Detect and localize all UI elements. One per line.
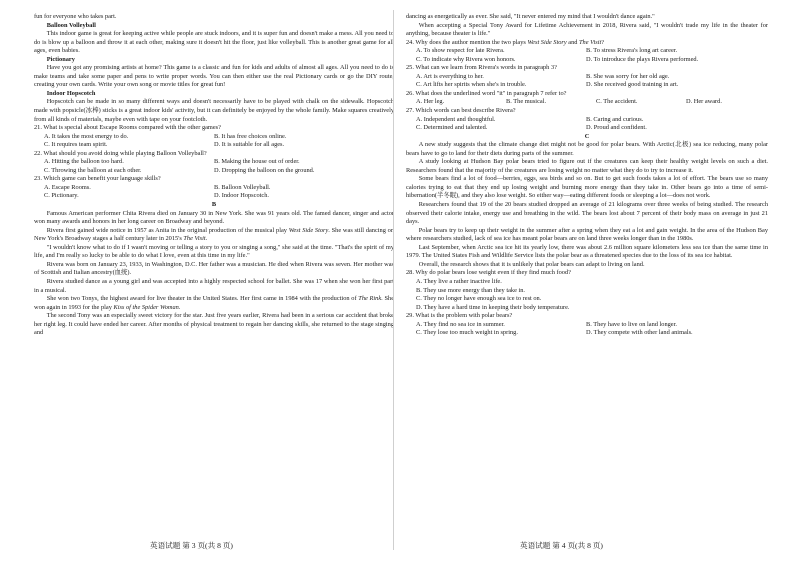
play-title: West Side Story <box>288 226 329 234</box>
question-24 <box>406 39 768 48</box>
question-25-options <box>406 73 768 90</box>
paragraph: dancing as energetically as ever. She said, "It never entered my mind that I wouldn't dance again." <box>406 13 655 20</box>
paragraph: The second Tony was an especially sweet victory for the star. Just five years earlier, Rivera had been in a serious car accident that broke her right leg. It could have ended her career. After months of physical treatment to regain her dancing skills, she returned to the stage singing and <box>34 312 394 337</box>
text-run: Rivera first gained wide notice in 1957 as Anita in the original production of the musical play <box>46 226 289 234</box>
play-title: The Visit <box>183 235 206 243</box>
section-letter-c: C <box>584 132 590 140</box>
text-run: . <box>205 235 208 243</box>
section-letter-b: B <box>211 201 217 209</box>
paragraph: Polar bears try to keep up their weight in the summer after a spring when they eat a lot and gain weight. In the area of the Hudson Bay where researchers studied, lack of sea ice has meant polar bears are on land three weeks longer than in the 1980s. <box>406 226 768 243</box>
option: A. Art is everything to her. <box>416 72 484 80</box>
section-heading-pictionary: Pictionary <box>46 55 75 63</box>
option: D. It is suitable for all ages. <box>214 141 285 149</box>
paragraph: A new study suggests that the climate change diet might not be good for polar bears. With Arctic(北极) sea ice reducing, many polar bears have to go to land for their diets during parts of the summer. <box>406 141 768 157</box>
question-22: 22. What should you avoid doing while playing Balloon Volleyball? <box>34 149 207 157</box>
option: D. Proud and confident. <box>586 124 647 132</box>
text-run: . She was still dancing on New York's Broadway stages a half century later in 2015's <box>34 226 395 243</box>
play-title: Kiss of the Spider Woman <box>113 303 179 311</box>
question-28: 28. Why do polar bears lose weight even if they find much food? <box>406 269 571 277</box>
option: A. To show respect for late Rivera. <box>416 47 505 55</box>
question-28-options <box>406 278 768 312</box>
play-title: The Visit <box>579 38 602 46</box>
question-26-options <box>406 98 768 107</box>
paragraph: Last September, when Arctic sea ice hit its yearly low, there was about 2.6 million square kilometers less sea ice than the same time in 1979. The United States Fish and Wildlife Service lists the polar bear as a threatened species due to the loss of its sea ice habitat. <box>406 243 768 260</box>
text-run: . She won again in 1993 for the play <box>34 295 395 311</box>
option: B. The musical. <box>506 98 547 106</box>
question-29-options <box>406 321 768 338</box>
paragraph: Some bears find a lot of food—berries, eggs, sea birds and so on. But to get such foods takes a lot of effort. The bears use so many calories trying to eat that they end up losing weight and burning more energy than they take in. Other bears go into a time of semi-hibernation(半冬眠), and they also lose weight. So either way—eating different foods or sleeping a lot—does not work. <box>406 175 768 200</box>
right-page-column <box>406 13 768 338</box>
option: C. The accident. <box>596 98 638 106</box>
question-24-options <box>406 47 768 64</box>
option: C. Art lifts her spirits when she's in trouble. <box>416 81 527 89</box>
option: B. She was sorry for her old age. <box>586 72 670 80</box>
option: A. Escape Rooms. <box>44 183 91 191</box>
option: B. It has free choices online. <box>214 132 287 140</box>
paragraph: fun for everyone who takes part. <box>34 13 117 20</box>
option: D. Indoor Hopscotch. <box>214 192 269 200</box>
question-27-options <box>406 116 768 133</box>
page-footer-left: 英语试题 第 3 页(共 8 页) <box>150 541 233 550</box>
option: A. Her leg. <box>416 98 445 106</box>
question-29: 29. What is the problem with polar bears? <box>406 312 513 320</box>
play-title: West Side Story <box>527 38 567 46</box>
section-heading-balloon-volleyball: Balloon Volleyball <box>46 21 96 29</box>
option: D. Her award. <box>686 98 722 106</box>
left-page-column <box>34 13 394 338</box>
paragraph <box>34 295 394 312</box>
option: C. They lose too much weight in spring. <box>416 329 518 337</box>
option: D. They compete with other land animals. <box>586 329 693 337</box>
text-run: 24. Why does the author mention the two plays <box>406 38 528 46</box>
paragraph: Overall, the research shows that it is unlikely that polar bears can adapt to living on land. <box>418 260 645 268</box>
option: C. It requires team spirit. <box>44 141 108 149</box>
question-23-options <box>34 184 394 201</box>
option: B. They use more energy than they take in. <box>416 286 525 294</box>
text-run: and <box>566 38 580 46</box>
paragraph: This indoor game is great for keeping active while people are stuck indoors, and it is super fun and doesn't make a mess. All you need to do is blow up a balloon and throw it at each other, making sure it doesn't hit the floor, just like volleyball. This is another great game for all ages, even babies. <box>34 30 394 55</box>
option: C. Pictionary. <box>44 192 79 200</box>
text-run: ? <box>601 38 605 46</box>
page-footer-right: 英语试题 第 4 页(共 8 页) <box>520 541 603 550</box>
text-run: . <box>178 303 181 311</box>
paragraph: "I wouldn't know what to do if I wasn't moving or telling a story to you or singing a song," she said at the time. "That's the spirit of my life, and I'm really so lucky to be able to do what I love, even at this time in my life." <box>34 243 394 260</box>
question-25: 25. What can we learn from Rivera's words in paragraph 3? <box>406 64 557 72</box>
option: D. To introduce the plays Rivera performed. <box>586 55 699 63</box>
option: D. She received good training in art. <box>586 81 679 89</box>
paragraph: When accepting a Special Tony Award for Lifetime Achievement in 2018, Rivera said, "I wouldn't trade my life in the theater for anything, because theater is life." <box>406 21 768 38</box>
paragraph: Researchers found that 19 of the 20 bears studied dropped an average of 21 kilograms over three weeks of being studied. The research observed their calorie intake, energy use and breathing in the wild. The bears lost about 7 percent of their body mass on average in just 21 days. <box>406 201 768 226</box>
question-26: 26. What does the underlined word "it" in paragraph 7 refer to? <box>406 89 567 97</box>
question-22-options <box>34 158 394 175</box>
option: B. Making the house out of order. <box>214 158 300 166</box>
option: B. Balloon Volleyball. <box>214 183 271 191</box>
play-title: The Rink <box>358 295 382 303</box>
option: C. They no longer have enough sea ice to rest on. <box>416 295 542 303</box>
paragraph <box>34 227 394 244</box>
option: D. Dropping the balloon on the ground. <box>214 166 315 174</box>
paragraph: Hopscotch can be made in so many different ways and doesn't necessarily have to be played with chalk on the sidewalk. Hopscotch made with popsicle(冰棒) sticks is a great indoor kids' activity, but it can definitely be enjoyed by the whole family. Make squares creatively from all kinds of materials, maybe even with tape on your footcloth. <box>34 98 394 123</box>
paragraph: Famous American performer Chita Rivera died on January 30 in New York. She was 91 years old. The famed dancer, singer and actor won many awards and honors in her long career on Broadway and beyond. <box>34 209 394 226</box>
paragraph: A study looking at Hudson Bay polar bears tried to figure out if the creatures can keep their healthy weight levels on such a diet. Researchers found that the majority of the creatures are losing weight no matter what they do to try to increase it. <box>406 158 768 174</box>
option: A. They live a rather inactive life. <box>416 277 502 285</box>
paragraph: Have you got any promising artists at home? This game is a classic and fun for kids and adults of almost all ages. All you need to do is make teams and take some paper and pens to write proper words. You can then either use the real Pictionary cards or go the DIY route, creating your own cards. Write your own song or movie titles for great fun! <box>34 64 394 89</box>
option: C. To indicate why Rivera won honors. <box>416 55 516 63</box>
page-divider <box>393 10 394 550</box>
text-run: She won two Tonys, the highest award for live theater in the United States. Her first came in 1984 with the production of <box>46 295 359 303</box>
section-heading-indoor-hopscotch: Indoor Hopscotch <box>46 89 96 97</box>
option: A. Independent and thoughtful. <box>416 115 496 123</box>
option: C. Throwing the balloon at each other. <box>44 166 142 174</box>
option: A. They find no sea ice in summer. <box>416 320 505 328</box>
option: B. To stress Rivera's long art career. <box>586 47 678 55</box>
option: C. Determined and talented. <box>416 124 488 132</box>
option: A. It takes the most energy to do. <box>44 132 129 140</box>
option: A. Hitting the balloon too hard. <box>44 158 124 166</box>
question-21: 21. What is special about Escape Rooms compared with the other games? <box>34 124 221 132</box>
option: B. They have to live on land longer. <box>586 320 677 328</box>
option: B. Caring and curious. <box>586 115 644 123</box>
option: D. They have a hard time in keeping their body temperature. <box>416 303 570 311</box>
question-21-options <box>34 133 394 150</box>
question-23: 23. Which game can benefit your language skills? <box>34 175 161 183</box>
question-27: 27. Which words can best describe Rivera? <box>406 107 516 115</box>
paragraph: Rivera studied dance as a young girl and was accepted into a highly respected school for ballet. She was 17 when she won her first part in a musical. <box>34 277 394 294</box>
paragraph: Rivera was born on January 23, 1933, in Washington, D.C. Her father was a musician. He died when Rivera was seven. Her mother was of Scottish and Italian ancestry(血统). <box>34 260 394 277</box>
